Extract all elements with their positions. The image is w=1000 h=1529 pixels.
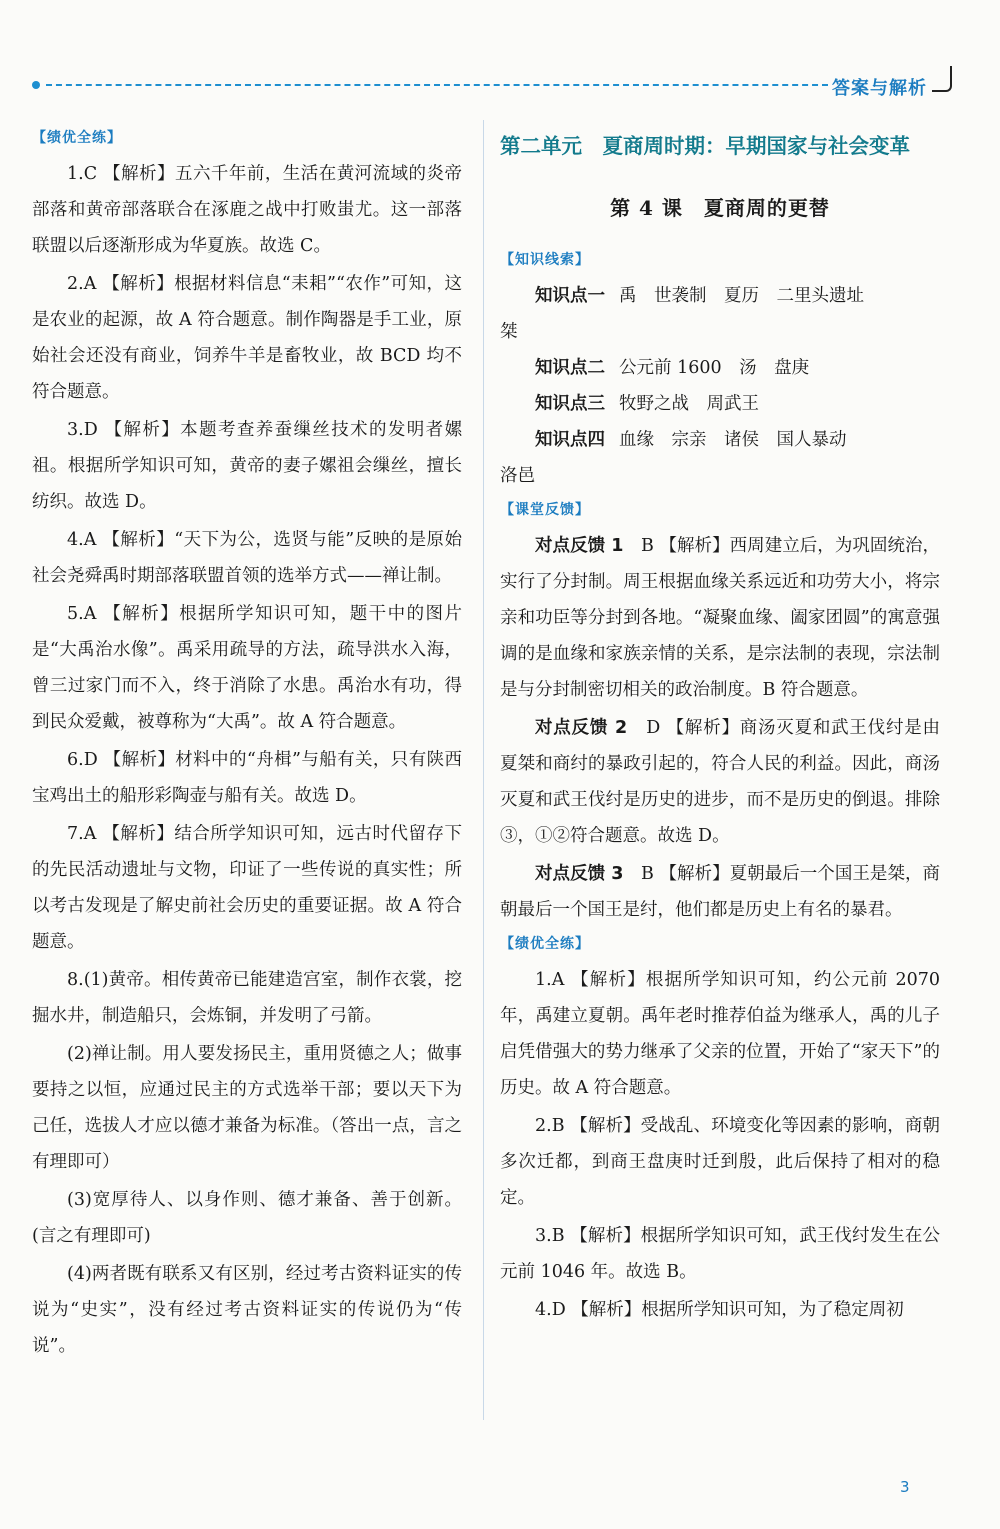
answer-paragraph: 7.A 【解析】结合所学知识可知，远古时代留存下的先民活动遗址与文物，印证了一些传说的真实性；所以考古发现是了解史前社会历史的重要证据。故 A 符合题意。	[32, 824, 462, 952]
answer-paragraph: 2.A 【解析】根据材料信息“耒耜”“农作”可知，这是农业的起源，故 A 符合题意。制作陶器是手工业，原始社会还没有商业，饲养牛羊是畜牧业，故 BCD 均不符合题意。	[32, 274, 462, 402]
answer-paragraph: 8.(1)黄帝。相传黄帝已能建造宫室，制作衣裳，挖掘水井，制造船只，会炼铜，并发明了弓箭。	[32, 970, 462, 1026]
header-label: 答案与解析	[832, 78, 927, 99]
page-header	[32, 62, 932, 102]
knowledge-point-label: 知识点一	[535, 286, 605, 306]
column-divider	[483, 120, 484, 1420]
answer-paragraph: 3.B 【解析】根据所学知识可知，武王伐纣发生在公元前 1046 年。故选 B。	[500, 1226, 940, 1282]
header-dot	[32, 81, 40, 89]
knowledge-point-text: 牧野之战 周武王	[619, 394, 759, 414]
section-tag-knowledge: 【知识线索】	[500, 252, 590, 268]
answer-paragraph: 4.D 【解析】根据所学知识可知，为了稳定周初	[535, 1300, 904, 1320]
section-tag-feedback: 【课堂反馈】	[500, 502, 590, 518]
answer-paragraph: 6.D 【解析】材料中的“舟楫”与船有关，只有陕西宝鸡出土的船形彩陶壶与船有关。故选 D。	[32, 750, 462, 806]
knowledge-point-text: 血缘 宗亲 诸侯 国人暴动	[619, 430, 847, 450]
answer-paragraph: (4)两者既有联系又有区别，经过考古资料证实的传说为“史实”，没有经过考古资料证实的传说仍为“传说”。	[32, 1264, 462, 1356]
unit-title: 第二单元 夏商周时期：早期国家与社会变革	[500, 134, 910, 158]
answer-paragraph: 1.C 【解析】五六千年前，生活在黄河流域的炎帝部落和黄帝部落联合在涿鹿之战中打败蚩尤。这一部落联盟以后逐渐形成为华夏族。故选 C。	[32, 164, 462, 256]
feedback-body: B 【解析】夏朝最后一个国王是桀，商朝最后一个国王是纣，他们都是历史上有名的暴君。	[500, 864, 941, 920]
feedback-paragraph	[500, 710, 940, 854]
answer-paragraph: (3)宽厚待人、以身作则、德才兼备、善于创新。(言之有理即可)	[32, 1190, 462, 1246]
feedback-paragraph	[500, 528, 940, 708]
knowledge-point-continued: 桀	[500, 322, 518, 342]
answer-paragraph: 3.D 【解析】本题考查养蚕缫丝技术的发明者嫘祖。根据所学知识可知，黄帝的妻子嫘祖会缫丝，擅长纺织。故选 D。	[32, 420, 462, 512]
right-column	[500, 122, 940, 1330]
knowledge-point	[500, 422, 940, 458]
knowledge-point-text: 禹 世袭制 夏历 二里头遗址	[619, 286, 864, 306]
left-column	[32, 122, 462, 1366]
knowledge-point	[500, 350, 940, 386]
lesson-title: 第 4 课 夏商周的更替	[610, 196, 830, 220]
feedback-head: 对点反馈 2	[535, 718, 628, 738]
knowledge-point	[500, 278, 940, 314]
section-tag-practice-2: 【绩优全练】	[500, 936, 590, 952]
answer-paragraph: 5.A 【解析】根据所学知识可知，题干中的图片是“大禹治水像”。禹采用疏导的方法，疏导洪水入海，曾三过家门而不入，终于消除了水患。禹治水有功，得到民众爱戴，被尊称为“大禹”。故 A 符合题意。	[32, 604, 462, 732]
knowledge-point-text: 公元前 1600 汤 盘庚	[619, 358, 810, 378]
feedback-paragraph	[500, 856, 940, 928]
feedback-head: 对点反馈 1	[535, 536, 624, 556]
page-number: 3	[900, 1478, 910, 1496]
answer-paragraph: 4.A 【解析】“天下为公，选贤与能”反映的是原始社会尧舜禹时期部落联盟首领的选举方式——禅让制。	[32, 530, 462, 586]
header-bracket	[932, 66, 952, 92]
knowledge-point-label: 知识点四	[535, 430, 605, 450]
knowledge-point-label: 知识点三	[535, 394, 605, 414]
feedback-head: 对点反馈 3	[535, 864, 624, 884]
answer-paragraph: (2)禅让制。用人要发扬民主，重用贤德之人；做事要持之以恒，应通过民主的方式选举干部；要以天下为己任，选拔人才应以德才兼备为标准。（答出一点，言之有理即可）	[32, 1044, 462, 1172]
answer-paragraph: 1.A 【解析】根据所学知识可知，约公元前 2070 年，禹建立夏朝。禹年老时推荐伯益为继承人，禹的儿子启凭借强大的势力继承了父亲的位置，开始了“家天下”的历史。故 A 符合题意。	[500, 970, 940, 1098]
knowledge-point-continued: 洛邑	[500, 466, 535, 486]
section-tag-practice: 【绩优全练】	[32, 130, 122, 146]
answer-paragraph: 2.B 【解析】受战乱、环境变化等因素的影响，商朝多次迁都，到商王盘庚时迁到殷，此后保持了相对的稳定。	[500, 1116, 940, 1208]
header-dashed-line	[46, 84, 828, 86]
feedback-body: B 【解析】西周建立后，为巩固统治，实行了分封制。周王根据血缘关系远近和功劳大小，将宗亲和功臣等分封到各地。“凝聚血缘、阖家团圆”的寓意强调的是血缘和家族亲情的关系，是宗法制的表现，宗法制是与分封制密切相关的政治制度。B 符合题意。	[500, 536, 941, 700]
knowledge-point-label: 知识点二	[535, 358, 605, 378]
feedback-body: D 【解析】商汤灭夏和武王伐纣是由夏桀和商纣的暴政引起的，符合人民的利益。因此，商汤灭夏和武王伐纣是历史的进步，而不是历史的倒退。排除③，①②符合题意。故选 D。	[500, 718, 941, 846]
knowledge-point	[500, 386, 940, 422]
